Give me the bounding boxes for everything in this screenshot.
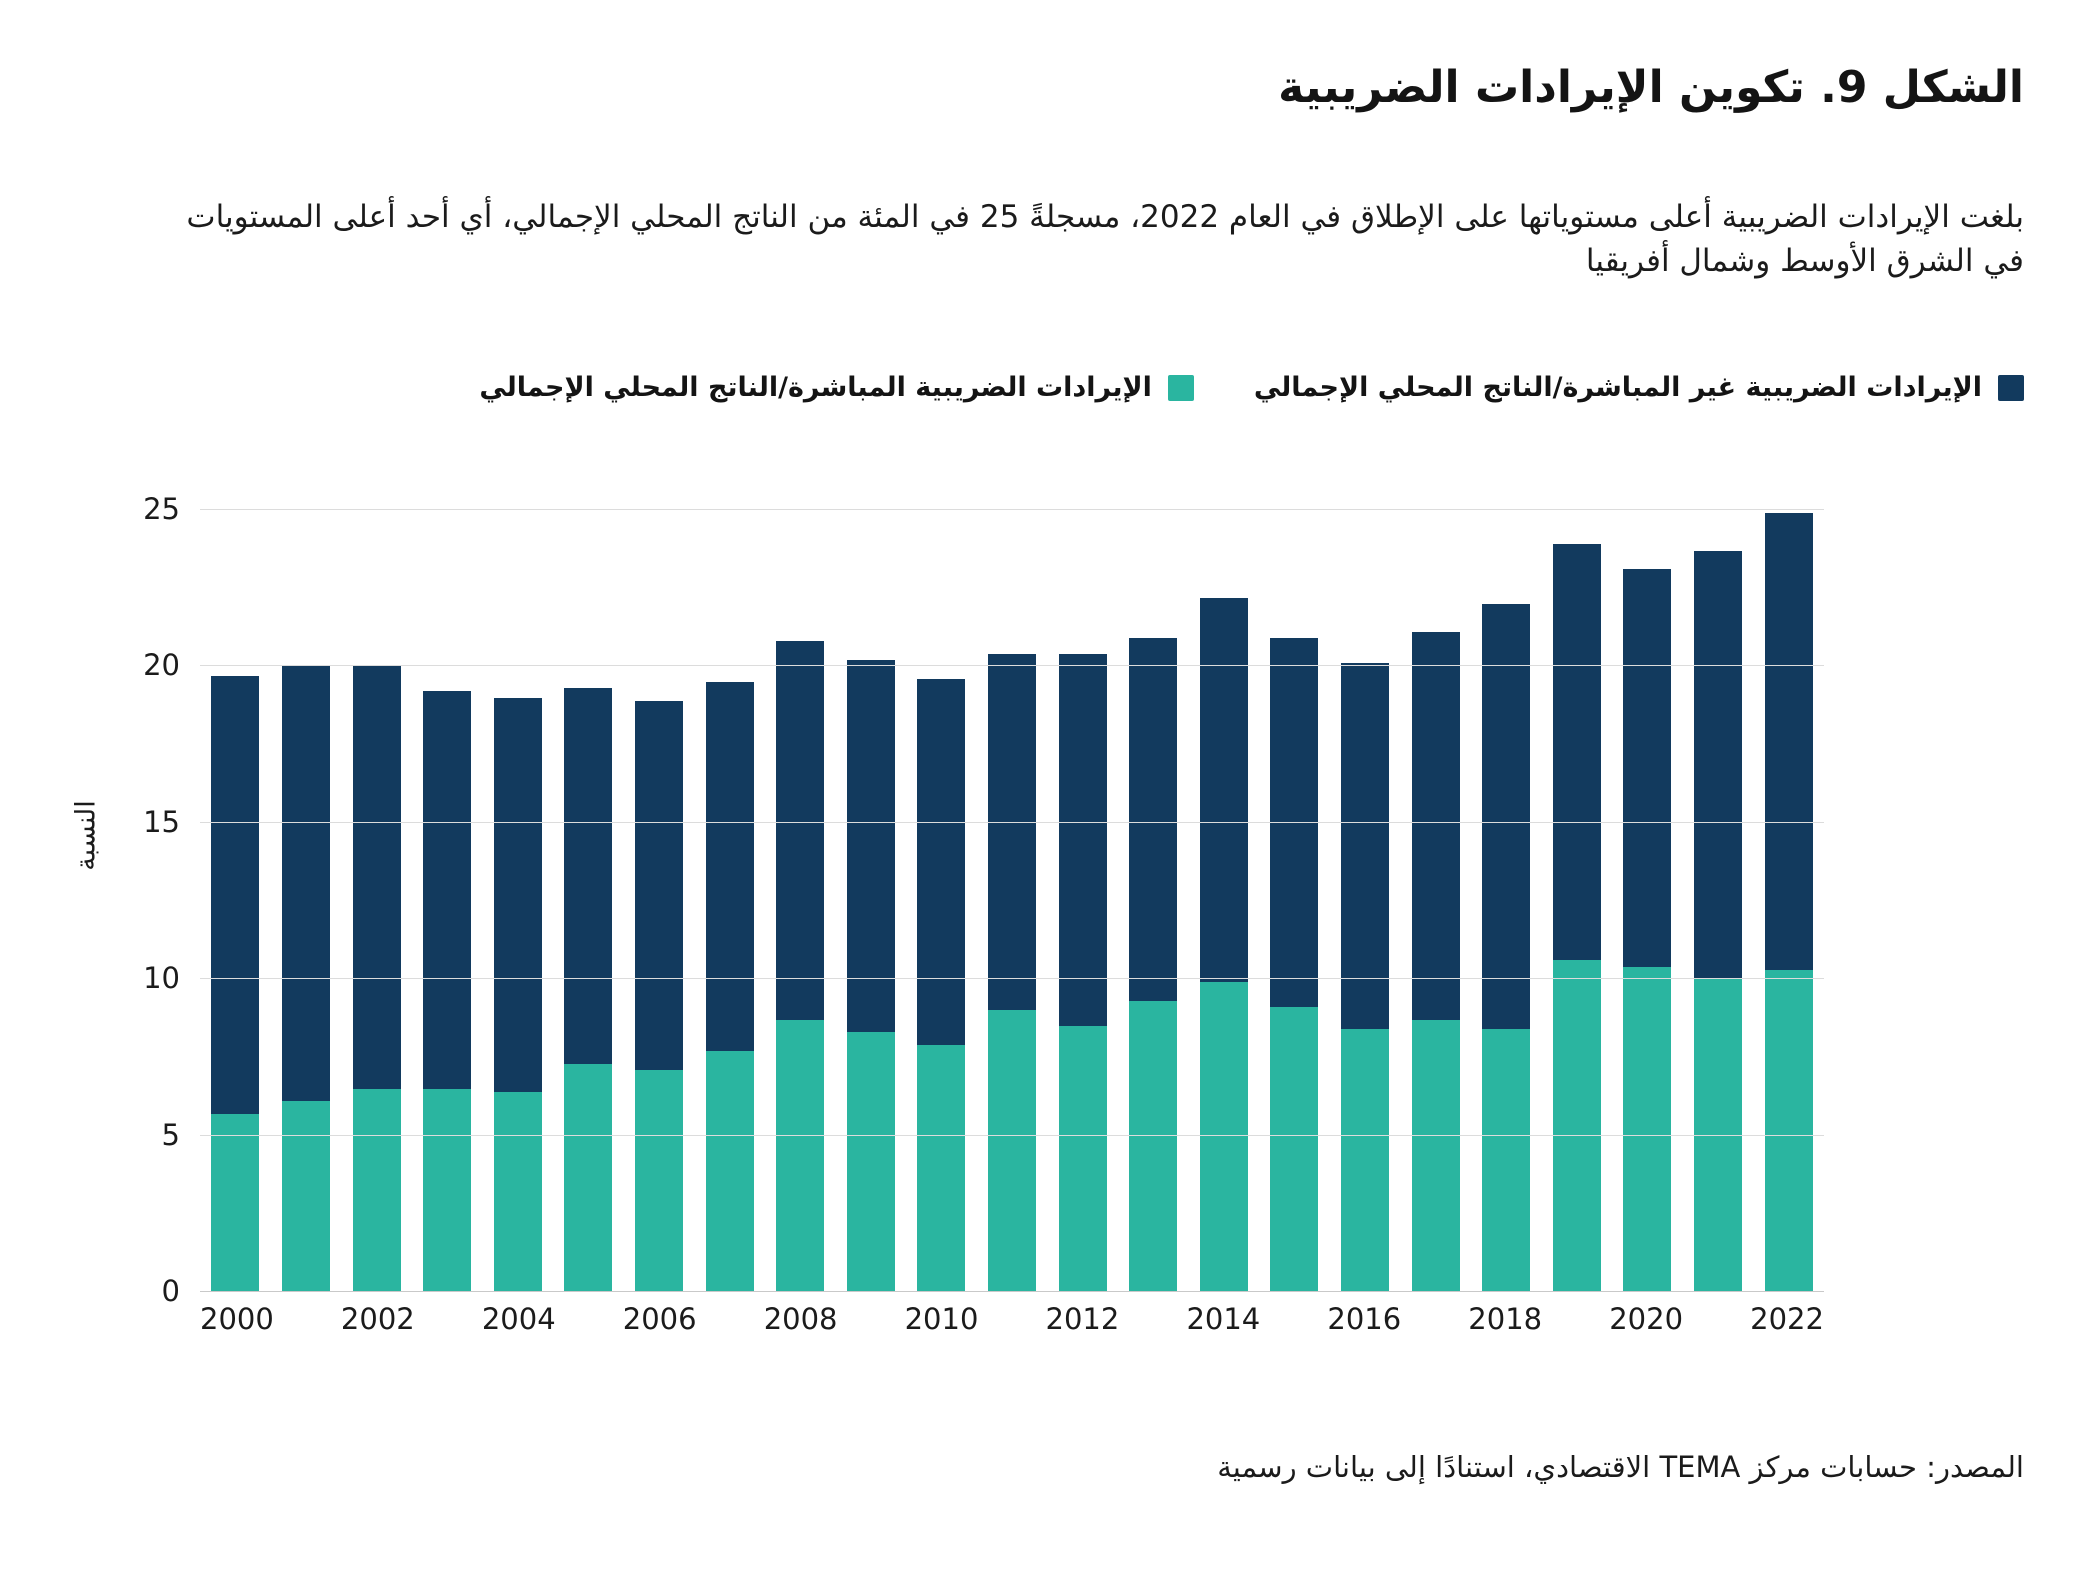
y-tick-label: 5: [161, 1117, 180, 1152]
bar-segment-indirect: [494, 698, 542, 1092]
bar-segment-direct: [423, 1089, 471, 1292]
bar-column[interactable]: [1330, 510, 1401, 1292]
bar-column[interactable]: [1047, 510, 1118, 1292]
bar-segment-indirect: [282, 666, 330, 1101]
bar-segment-direct: [1412, 1020, 1460, 1292]
bar-segment-indirect: [1694, 551, 1742, 980]
source-note: المصدر: حسابات مركز TEMA الاقتصادي، استنادًا إلى بيانات رسمية: [1217, 1450, 2024, 1484]
x-tick-label: [1260, 1302, 1327, 1336]
bar-column[interactable]: [271, 510, 342, 1292]
bar-segment-direct: [211, 1114, 259, 1292]
bar-column[interactable]: [624, 510, 695, 1292]
bar-stack: [1623, 569, 1671, 1292]
bar-segment-indirect: [635, 701, 683, 1070]
y-axis-title: النسبة: [70, 800, 102, 871]
bar-segment-direct: [353, 1089, 401, 1292]
bar-stack: [1270, 638, 1318, 1292]
gridline-25: [143, 492, 1824, 526]
x-tick-label: [838, 1302, 905, 1336]
y-tick-label: 25: [143, 492, 180, 526]
chart-legend: [60, 372, 2024, 403]
bar-stack: [1200, 598, 1248, 1292]
x-tick-label: [1401, 1302, 1468, 1336]
bar-column[interactable]: [200, 510, 271, 1292]
figure-subtitle: بلغت الإيرادات الضريبية أعلى مستوياتها على الإطلاق في العام 2022، مسجلةً 25 في المئة من الناتج المحلي الإجمالي، أي أحد أعلى المستويات في الشرق الأوسط وشمال أفريقيا: [186, 199, 2024, 280]
bar-segment-direct: [494, 1092, 542, 1292]
bar-stack: [494, 698, 542, 1292]
x-tick-label: [697, 1302, 764, 1336]
bar-segment-direct: [1482, 1029, 1530, 1292]
x-tick-label: [415, 1302, 482, 1336]
bar-segment-indirect: [1623, 569, 1671, 966]
bar-segment-direct: [1765, 970, 1813, 1292]
bar-segment-indirect: [564, 688, 612, 1063]
bar-column[interactable]: [1118, 510, 1189, 1292]
y-tick-label: 15: [143, 804, 180, 839]
bar-segment-direct: [1270, 1007, 1318, 1292]
bar-column[interactable]: [1471, 510, 1542, 1292]
x-tick-label: 2002: [340, 1302, 415, 1336]
x-tick-label: [978, 1302, 1045, 1336]
bar-stack: [564, 688, 612, 1292]
bar-stack: [635, 701, 683, 1292]
x-tick-label: 2008: [763, 1302, 838, 1336]
bar-segment-indirect: [988, 654, 1036, 1011]
bar-stack: [353, 666, 401, 1292]
bar-stack: [706, 682, 754, 1292]
x-tick-label: 2012: [1045, 1302, 1120, 1336]
bar-segment-indirect: [353, 666, 401, 1088]
y-tick-label: 0: [161, 1274, 180, 1308]
legend-label-direct: الإيرادات الضريبية المباشرة/الناتج المحلي الإجمالي: [479, 372, 1152, 403]
bar-column[interactable]: [1189, 510, 1260, 1292]
bar-stack: [776, 641, 824, 1292]
bar-column[interactable]: [977, 510, 1048, 1292]
legend-swatch-direct: [1168, 375, 1194, 401]
bar-segment-indirect: [1059, 654, 1107, 1026]
bar-column[interactable]: [553, 510, 624, 1292]
bar-column[interactable]: [694, 510, 765, 1292]
bar-segment-direct: [1623, 967, 1671, 1292]
bar-segment-direct: [988, 1010, 1036, 1292]
x-tick-label: 2006: [622, 1302, 697, 1336]
bar-segment-indirect: [1553, 544, 1601, 960]
bar-segment-indirect: [917, 679, 965, 1045]
bar-stack: [1129, 638, 1177, 1292]
y-tick-label: 20: [143, 648, 180, 683]
bar-column[interactable]: [341, 510, 412, 1292]
bar-segment-direct: [1200, 982, 1248, 1292]
bar-segment-indirect: [776, 641, 824, 1019]
bar-segment-direct: [1059, 1026, 1107, 1292]
bar-segment-direct: [706, 1051, 754, 1292]
plot-region: [143, 492, 1824, 1308]
x-tick-label: 2016: [1327, 1302, 1402, 1336]
bar-column[interactable]: [1753, 510, 1824, 1292]
bar-segment-indirect: [1200, 598, 1248, 983]
bar-column[interactable]: [765, 510, 836, 1292]
legend-label-indirect: الإيرادات الضريبية غير المباشرة/الناتج المحلي الإجمالي: [1253, 372, 1982, 403]
bar-column[interactable]: [1400, 510, 1471, 1292]
bar-stack: [917, 679, 965, 1292]
bar-segment-direct: [917, 1045, 965, 1292]
bar-segment-indirect: [1129, 638, 1177, 1001]
bar-stack: [211, 676, 259, 1292]
x-tick-label: 2000: [200, 1302, 274, 1336]
bar-stack: [1059, 654, 1107, 1292]
bar-segment-direct: [282, 1101, 330, 1292]
x-tick-label: 2018: [1468, 1302, 1543, 1336]
page-title: الشكل 9. تكوين الإيرادات الضريبية: [1278, 62, 2024, 113]
x-tick-label: [556, 1302, 623, 1336]
bar-column[interactable]: [1612, 510, 1683, 1292]
bar-segment-direct: [847, 1032, 895, 1292]
gridline-20: [143, 648, 1824, 683]
bar-segment-direct: [564, 1064, 612, 1292]
x-tick-label: [1542, 1302, 1609, 1336]
bar-segment-direct: [1553, 960, 1601, 1292]
chart-area: [60, 490, 2024, 1336]
legend-item-indirect[interactable]: [1254, 372, 2024, 403]
x-tick-label: [1119, 1302, 1186, 1336]
bar-series-container: [200, 510, 1824, 1292]
gridline-10: [143, 961, 1824, 996]
bar-segment-direct: [776, 1020, 824, 1292]
bar-column[interactable]: [1259, 510, 1330, 1292]
bar-segment-direct: [635, 1070, 683, 1292]
gridline-5: [161, 1117, 1824, 1152]
bar-segment-indirect: [706, 682, 754, 1051]
x-axis-labels: [200, 1302, 1824, 1336]
bar-stack: [847, 660, 895, 1292]
bar-stack: [423, 691, 471, 1292]
bar-column[interactable]: [835, 510, 906, 1292]
bar-stack: [1412, 632, 1460, 1292]
gridline-0: [161, 1274, 1824, 1308]
legend-swatch-indirect: [1998, 375, 2024, 401]
bar-segment-indirect: [1412, 632, 1460, 1020]
x-tick-label: 2004: [481, 1302, 556, 1336]
bar-column[interactable]: [1683, 510, 1754, 1292]
bar-segment-indirect: [1341, 663, 1389, 1029]
bar-stack: [1765, 513, 1813, 1292]
bar-column[interactable]: [482, 510, 553, 1292]
bar-stack: [1553, 544, 1601, 1292]
bar-column[interactable]: [412, 510, 483, 1292]
bar-segment-indirect: [847, 660, 895, 1032]
bar-segment-direct: [1341, 1029, 1389, 1292]
x-tick-label: [1683, 1302, 1750, 1336]
bar-column[interactable]: [906, 510, 977, 1292]
bar-segment-indirect: [211, 676, 259, 1114]
bar-segment-indirect: [1765, 513, 1813, 970]
bar-segment-indirect: [1482, 604, 1530, 1029]
x-tick-label: 2014: [1186, 1302, 1261, 1336]
bar-stack: [282, 666, 330, 1292]
gridline-15: [143, 804, 1824, 839]
y-tick-label: 10: [143, 961, 180, 996]
bar-segment-indirect: [423, 691, 471, 1088]
x-tick-label: [274, 1302, 341, 1336]
bar-column[interactable]: [1542, 510, 1613, 1292]
x-tick-label: 2020: [1609, 1302, 1684, 1336]
bar-stack: [988, 654, 1036, 1292]
x-tick-label: 2010: [904, 1302, 979, 1336]
x-tick-label: 2022: [1750, 1302, 1824, 1336]
bar-stack: [1694, 551, 1742, 1292]
bar-stack: [1482, 604, 1530, 1292]
legend-item-direct[interactable]: [479, 372, 1194, 403]
bar-segment-direct: [1129, 1001, 1177, 1292]
